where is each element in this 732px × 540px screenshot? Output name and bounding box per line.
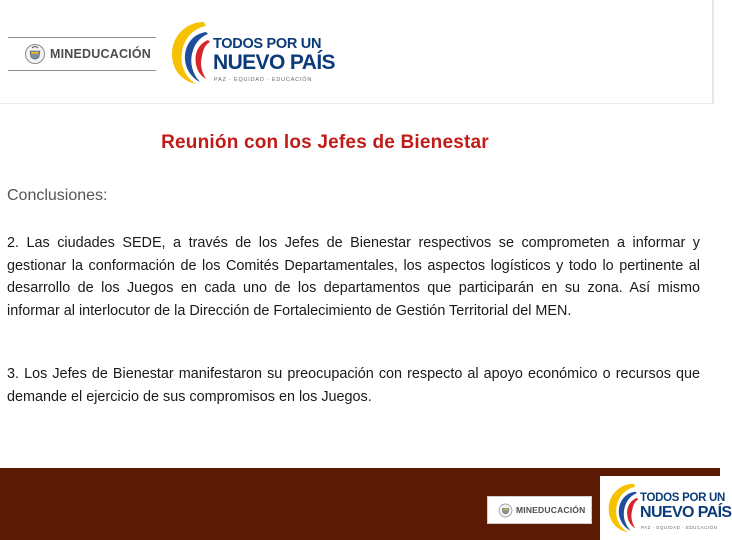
mineducacion-logo [8,37,156,71]
campaign-logo-tagline: PAZ · EQUIDAD · EDUCACIÓN [214,77,313,83]
campaign-logo-line2: NUEVO PAÍS [213,51,335,74]
footer-campaign-logo-tagline: PAZ · EQUIDAD · EDUCACIÓN [641,525,718,530]
conclusion-paragraph-3: 3. Los Jefes de Bienestar manifestaron su preocupación con respecto al apoyo económico o recursos que demande el ejercicio de sus compromisos en los Juegos. [7,366,700,405]
campaign-logo-line1: TODOS POR UN [213,36,322,52]
tricolor-swoosh-icon [166,18,212,88]
todos-por-un-nuevo-pais-logo [166,18,335,90]
footer-mineducacion-logo [487,496,592,524]
header-divider-vertical [712,0,714,104]
footer-campaign-logo [600,476,732,540]
mineducacion-logo-text: MINEDUCACIÓN [50,47,152,61]
slide-title: Reunión con los Jefes de Bienestar [161,132,489,153]
colombia-crest-icon [24,43,46,65]
slide-subtitle: Conclusiones: [7,187,108,204]
header-divider [0,103,714,104]
tricolor-swoosh-icon [604,480,640,536]
footer-campaign-logo-line2: NUEVO PAÍS [640,504,732,521]
footer-mineducacion-logo-text: MINEDUCACIÓN [516,505,586,515]
slide-header [0,0,720,104]
footer-campaign-logo-line1: TODOS POR UN [640,492,726,504]
colombia-crest-icon [498,503,513,518]
conclusion-paragraph-2: 2. Las ciudades SEDE, a través de los Jefes de Bienestar respectivos se comprometen a informar y gestionar la conformación de los Comités Departamentales, los aspectos logísticos y todo lo pertinente al desarrollo de los Juegos en cada uno de los departamentos que participarán en su zona. Así mismo informar al interlocutor de la Dirección de Fortalecimiento de Gestión Territorial del MEN. [7,235,700,319]
